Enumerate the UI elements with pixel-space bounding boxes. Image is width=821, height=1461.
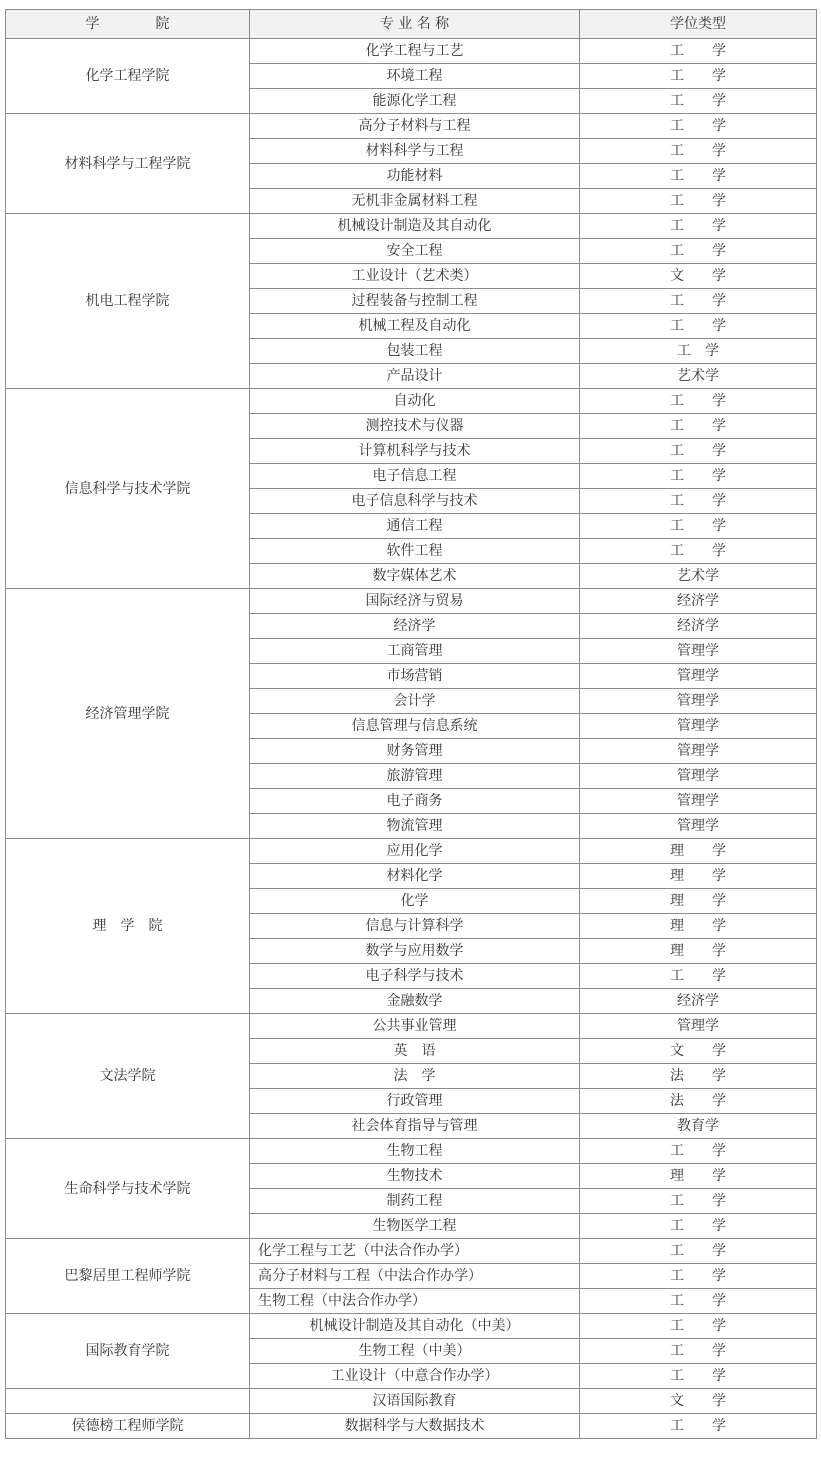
major-cell: 机械设计制造及其自动化（中美） [250,1314,580,1339]
degree-cell: 工 学 [580,1364,817,1389]
degree-cell: 艺术学 [580,564,817,589]
table-row [6,114,817,139]
table-row [6,389,817,414]
college-cell: 国际教育学院 [6,1314,250,1389]
college-cell: 化学工程学院 [6,39,250,114]
degree-cell: 工 学 [580,139,817,164]
major-cell: 环境工程 [250,64,580,89]
major-cell: 高分子材料与工程 [250,114,580,139]
degree-cell: 工 学 [580,1289,817,1314]
major-cell: 工业设计（艺术类） [250,264,580,289]
major-cell: 测控技术与仪器 [250,414,580,439]
major-cell: 电子信息科学与技术 [250,489,580,514]
major-cell: 数据科学与大数据技术 [250,1414,580,1439]
major-cell: 化学工程与工艺 [250,39,580,64]
table-row [6,1014,817,1039]
major-cell: 经济学 [250,614,580,639]
major-cell: 高分子材料与工程（中法合作办学） [250,1264,580,1289]
degree-cell: 经济学 [580,989,817,1014]
degree-cell: 管理学 [580,714,817,739]
header-row [6,10,817,39]
degree-cell: 工 学 [580,464,817,489]
degree-cell: 教育学 [580,1114,817,1139]
major-cell: 制药工程 [250,1189,580,1214]
major-cell: 公共事业管理 [250,1014,580,1039]
degree-cell: 管理学 [580,664,817,689]
major-cell: 通信工程 [250,514,580,539]
degree-cell: 文 学 [580,264,817,289]
degree-cell: 工 学 [580,339,817,364]
college-cell: 文法学院 [6,1014,250,1139]
major-cell: 市场营销 [250,664,580,689]
major-cell: 自动化 [250,389,580,414]
major-cell: 材料科学与工程 [250,139,580,164]
degree-cell: 管理学 [580,1014,817,1039]
header-major: 专 业 名 称 [250,10,580,39]
degree-cell: 工 学 [580,1314,817,1339]
header-degree: 学位类型 [580,10,817,39]
major-cell: 包装工程 [250,339,580,364]
degree-cell: 法 学 [580,1064,817,1089]
degree-cell: 经济学 [580,589,817,614]
major-cell: 电子信息工程 [250,464,580,489]
major-cell: 计算机科学与技术 [250,439,580,464]
major-cell: 电子科学与技术 [250,964,580,989]
major-cell: 社会体育指导与管理 [250,1114,580,1139]
degree-cell: 经济学 [580,614,817,639]
major-cell: 工业设计（中意合作办学） [250,1364,580,1389]
majors-table [5,9,817,1439]
table-body [6,39,817,1439]
college-cell: 理 学 院 [6,839,250,1014]
major-cell: 电子商务 [250,789,580,814]
major-cell: 信息管理与信息系统 [250,714,580,739]
major-cell: 生物医学工程 [250,1214,580,1239]
degree-cell: 工 学 [580,539,817,564]
degree-cell: 管理学 [580,689,817,714]
degree-cell: 工 学 [580,1339,817,1364]
major-cell: 信息与计算科学 [250,914,580,939]
degree-cell: 工 学 [580,489,817,514]
major-cell: 数字媒体艺术 [250,564,580,589]
degree-cell: 管理学 [580,739,817,764]
degree-cell: 工 学 [580,314,817,339]
degree-cell: 理 学 [580,939,817,964]
major-cell: 英 语 [250,1039,580,1064]
major-cell: 行政管理 [250,1089,580,1114]
major-cell: 会计学 [250,689,580,714]
degree-cell: 理 学 [580,1164,817,1189]
degree-cell: 工 学 [580,114,817,139]
degree-cell: 工 学 [580,289,817,314]
degree-cell: 文 学 [580,1039,817,1064]
major-cell: 国际经济与贸易 [250,589,580,614]
degree-cell: 工 学 [580,439,817,464]
major-cell: 生物技术 [250,1164,580,1189]
major-cell: 金融数学 [250,989,580,1014]
table-row [6,39,817,64]
major-cell: 产品设计 [250,364,580,389]
degree-cell: 法 学 [580,1089,817,1114]
degree-cell: 工 学 [580,1264,817,1289]
major-cell: 生物工程（中美） [250,1339,580,1364]
college-cell: 经济管理学院 [6,589,250,839]
college-cell: 生命科学与技术学院 [6,1139,250,1239]
degree-cell: 工 学 [580,414,817,439]
major-cell: 法 学 [250,1064,580,1089]
major-cell: 旅游管理 [250,764,580,789]
major-cell: 软件工程 [250,539,580,564]
degree-cell: 管理学 [580,764,817,789]
degree-cell: 工 学 [580,1239,817,1264]
table-row [6,1139,817,1164]
degree-cell: 工 学 [580,39,817,64]
college-cell: 材料科学与工程学院 [6,114,250,214]
college-cell: 侯德榜工程师学院 [6,1414,250,1439]
degree-cell: 理 学 [580,839,817,864]
college-cell: 信息科学与技术学院 [6,389,250,589]
degree-cell: 工 学 [580,1414,817,1439]
major-cell: 化学工程与工艺（中法合作办学） [250,1239,580,1264]
table-row [6,589,817,614]
major-cell: 生物工程 [250,1139,580,1164]
degree-cell: 工 学 [580,1139,817,1164]
major-cell: 材料化学 [250,864,580,889]
degree-cell: 管理学 [580,639,817,664]
degree-cell: 工 学 [580,514,817,539]
degree-cell: 工 学 [580,1214,817,1239]
major-cell: 生物工程（中法合作办学） [250,1289,580,1314]
degree-cell: 工 学 [580,214,817,239]
major-cell: 应用化学 [250,839,580,864]
table-row [6,1389,817,1414]
major-cell: 机械设计制造及其自动化 [250,214,580,239]
degree-cell: 理 学 [580,914,817,939]
degree-cell: 艺术学 [580,364,817,389]
degree-cell: 工 学 [580,189,817,214]
degree-cell: 工 学 [580,1189,817,1214]
degree-cell: 管理学 [580,814,817,839]
major-cell: 过程装备与控制工程 [250,289,580,314]
degree-cell: 工 学 [580,389,817,414]
major-cell: 工商管理 [250,639,580,664]
degree-cell: 文 学 [580,1389,817,1414]
header-college: 学 院 [6,10,250,39]
degree-cell: 理 学 [580,864,817,889]
degree-cell: 工 学 [580,164,817,189]
major-cell: 化学 [250,889,580,914]
college-cell: 机电工程学院 [6,214,250,389]
major-cell: 能源化学工程 [250,89,580,114]
degree-cell: 工 学 [580,239,817,264]
college-cell [6,1389,250,1414]
degree-cell: 工 学 [580,64,817,89]
table-row [6,1239,817,1264]
table-row [6,1314,817,1339]
degree-cell: 工 学 [580,964,817,989]
major-cell: 汉语国际教育 [250,1389,580,1414]
major-cell: 财务管理 [250,739,580,764]
table-row [6,839,817,864]
major-cell: 物流管理 [250,814,580,839]
degree-cell: 管理学 [580,789,817,814]
degree-cell: 工 学 [580,89,817,114]
college-cell: 巴黎居里工程师学院 [6,1239,250,1314]
table-row [6,1414,817,1439]
degree-cell: 理 学 [580,889,817,914]
major-cell: 数学与应用数学 [250,939,580,964]
major-cell: 安全工程 [250,239,580,264]
major-cell: 机械工程及自动化 [250,314,580,339]
table-row [6,214,817,239]
major-cell: 无机非金属材料工程 [250,189,580,214]
major-cell: 功能材料 [250,164,580,189]
